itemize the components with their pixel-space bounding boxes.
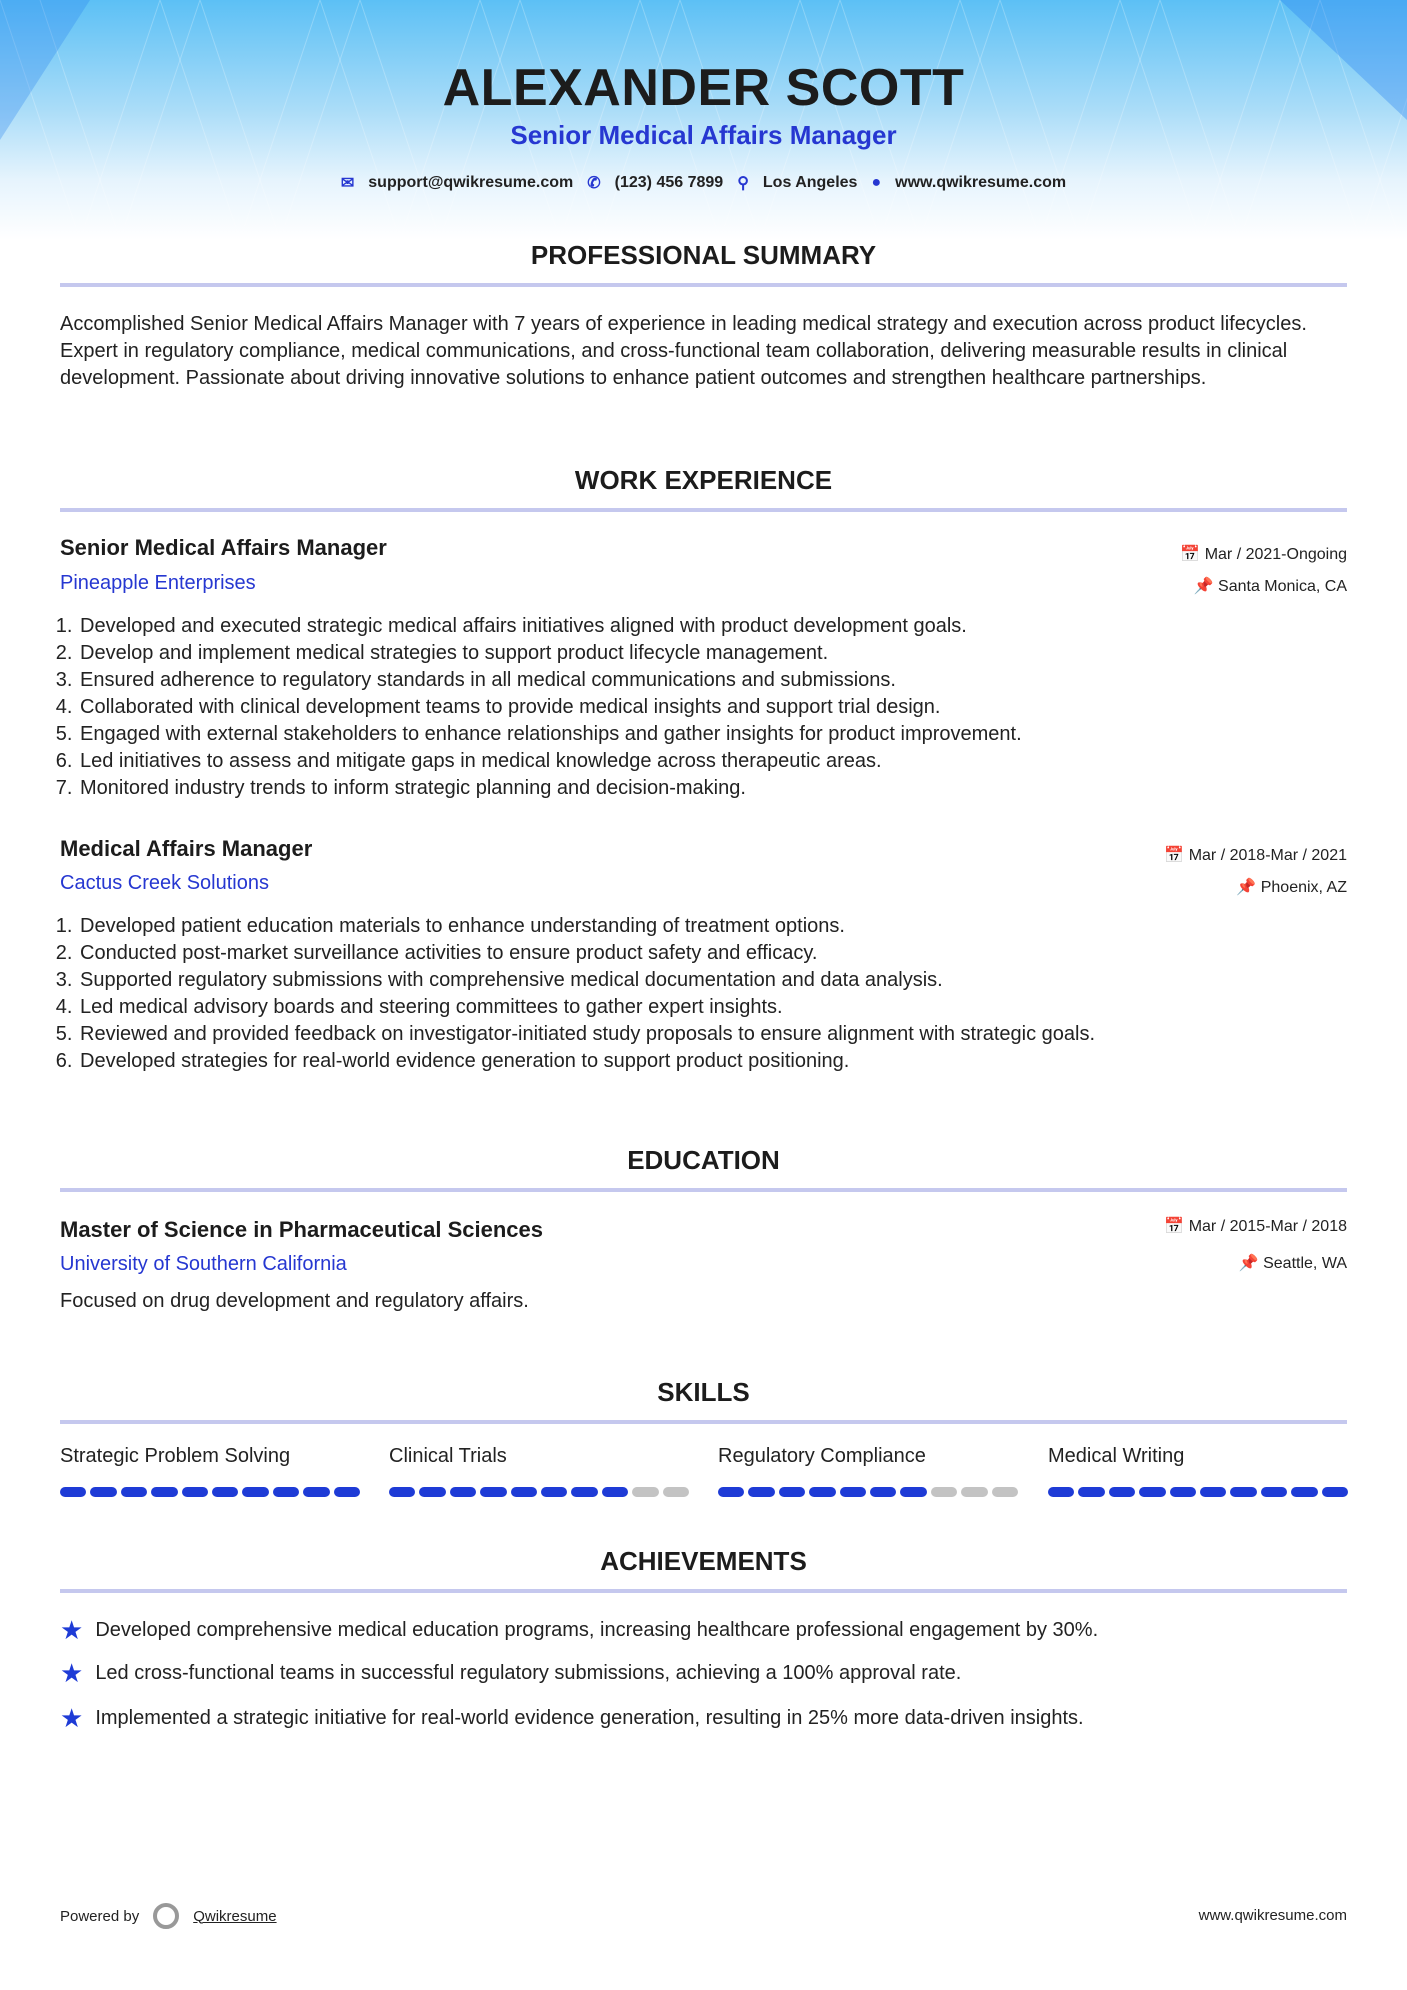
achievement-text: Developed comprehensive medical education programs, increasing healthcare professional engagement by 30%.	[95, 1619, 1099, 1641]
email[interactable]: support@qwikresume.com	[368, 174, 574, 191]
footer-brand	[60, 1903, 277, 1929]
skill-segment-filled	[1200, 1487, 1226, 1497]
bullet: 5. Reviewed and provided feedback on investigator-initiated study proposals to ensure alignment with strategic goals.	[78, 1021, 1347, 1048]
divider	[60, 1589, 1347, 1593]
calendar-icon: 📅	[1180, 546, 1205, 563]
achievements-heading: ACHIEVEMENTS	[600, 1546, 807, 1576]
skill-segment-empty	[663, 1487, 689, 1497]
phone-icon: ✆	[587, 175, 601, 192]
star-icon: ★	[60, 1703, 84, 1733]
skill-segment-filled	[151, 1487, 177, 1497]
job-location	[1194, 576, 1347, 596]
experience-heading: WORK EXPERIENCE	[574, 465, 833, 495]
skill-segment-filled	[900, 1487, 926, 1497]
location-text: Santa Monica, CA	[1218, 578, 1347, 595]
pin-icon: 📌	[1193, 578, 1219, 595]
candidate-title: Senior Medical Affairs Manager	[510, 120, 897, 150]
divider	[60, 1188, 1347, 1192]
skill-segment-filled	[419, 1487, 445, 1497]
skill-segment-filled	[541, 1487, 567, 1497]
skill-segment-filled	[1261, 1487, 1287, 1497]
skill-segment-filled	[182, 1487, 208, 1497]
skill-segment-filled	[571, 1487, 597, 1497]
edu-dates	[1164, 1216, 1347, 1236]
skill-segment-filled	[242, 1487, 268, 1497]
skill-segment-filled	[1170, 1487, 1196, 1497]
skill-segment-filled	[1230, 1487, 1256, 1497]
calendar-icon: 📅	[1164, 1218, 1189, 1235]
phone: (123) 456 7899	[614, 174, 724, 191]
skill-segment-empty	[992, 1487, 1018, 1497]
skill-segment-empty	[632, 1487, 658, 1497]
skill-segment-filled	[809, 1487, 835, 1497]
bullet: 6. Developed strategies for real-world evidence generation to support product positioning.	[78, 1048, 1347, 1075]
dates-text: Mar / 2021-Ongoing	[1204, 546, 1347, 563]
degree: Master of Science in Pharmaceutical Sciences	[60, 1217, 544, 1242]
skill-name: Strategic Problem Solving	[60, 1445, 291, 1467]
divider	[60, 1420, 1347, 1424]
skill-segment-filled	[1048, 1487, 1074, 1497]
skill-item	[1048, 1445, 1348, 1497]
achievement-text: Led cross-functional teams in successful regulatory submissions, achieving a 100% approval rate.	[95, 1662, 962, 1684]
skill-segment-filled	[748, 1487, 774, 1497]
school: University of Southern California	[60, 1253, 347, 1275]
job-title: Medical Affairs Manager	[60, 836, 313, 861]
bullet: 2. Develop and implement medical strategies to support product lifecycle management.	[78, 640, 1347, 667]
edu-location	[1239, 1253, 1347, 1273]
bullet: 5. Engaged with external stakeholders to enhance relationships and gather insights for product improvement.	[78, 721, 1347, 748]
summary-text: Accomplished Senior Medical Affairs Manager with 7 years of experience in leading medical strategy and execution across product lifecycles. Expert in regulatory compliance, medical communications, and cross-functional team collaboration, delivering measurable results in clinical development. Passionate about driving innovative solutions to enhance patient outcomes and strengthen healthcare partnerships.	[60, 313, 1307, 389]
bullet: 4. Collaborated with clinical development teams to provide medical insights and support trial design.	[78, 694, 1347, 721]
skill-segment-filled	[511, 1487, 537, 1497]
job-title: Senior Medical Affairs Manager	[60, 535, 387, 560]
website[interactable]: www.qwikresume.com	[895, 174, 1067, 191]
skill-segment-filled	[870, 1487, 896, 1497]
summary-heading: PROFESSIONAL SUMMARY	[530, 240, 877, 270]
bullet: 2. Conducted post-market surveillance activities to ensure product safety and efficacy.	[78, 940, 1347, 967]
job-dates	[1180, 544, 1347, 564]
pin-icon: 📌	[1238, 1255, 1264, 1272]
map-pin-icon: ⚲	[737, 175, 749, 192]
skill-level-bar	[389, 1487, 689, 1497]
skill-name: Regulatory Compliance	[718, 1445, 926, 1467]
company: Pineapple Enterprises	[60, 572, 256, 594]
achievement-item	[60, 1703, 1084, 1734]
skill-segment-filled	[334, 1487, 360, 1497]
pin-icon: 📌	[1236, 879, 1261, 896]
skill-level-bar	[60, 1487, 360, 1497]
company: Cactus Creek Solutions	[60, 872, 269, 894]
qwikresume-logo-icon	[153, 1903, 179, 1929]
skill-segment-filled	[212, 1487, 238, 1497]
edu-description: Focused on drug development and regulatory affairs.	[60, 1290, 529, 1312]
skill-segment-empty	[931, 1487, 957, 1497]
skill-segment-filled	[718, 1487, 744, 1497]
bullet: 3. Supported regulatory submissions with comprehensive medical documentation and data analysis.	[78, 967, 1347, 994]
skill-segment-filled	[303, 1487, 329, 1497]
skill-segment-filled	[273, 1487, 299, 1497]
skill-name: Clinical Trials	[389, 1445, 507, 1467]
skill-item	[389, 1445, 689, 1497]
bullet: 6. Led initiatives to assess and mitigate gaps in medical knowledge across therapeutic areas.	[78, 748, 1347, 775]
job-bullets	[60, 913, 1347, 1075]
bullet: 4. Led medical advisory boards and steering committees to gather expert insights.	[78, 994, 1347, 1021]
footer-website[interactable]: www.qwikresume.com	[1198, 1907, 1347, 1924]
achievement-item	[60, 1615, 1098, 1646]
divider	[60, 283, 1347, 287]
skill-segment-filled	[779, 1487, 805, 1497]
skill-level-bar	[718, 1487, 1018, 1497]
skill-segment-filled	[1109, 1487, 1135, 1497]
bullet: 7. Monitored industry trends to inform strategic planning and decision-making.	[78, 775, 1347, 802]
skill-segment-filled	[1078, 1487, 1104, 1497]
bullet: 3. Ensured adherence to regulatory standards in all medical communications and submissions.	[78, 667, 1347, 694]
location-text: Phoenix, AZ	[1260, 879, 1347, 896]
skill-segment-empty	[961, 1487, 987, 1497]
divider	[60, 508, 1347, 512]
skill-segment-filled	[60, 1487, 86, 1497]
job-bullets	[60, 613, 1347, 802]
achievement-item	[60, 1658, 961, 1689]
skill-segment-filled	[1291, 1487, 1317, 1497]
location: Los Angeles	[762, 174, 858, 191]
email-icon: ✉	[340, 175, 355, 192]
skill-segment-filled	[90, 1487, 116, 1497]
candidate-name: ALEXANDER SCOTT	[442, 59, 965, 117]
dates-text: Mar / 2018-Mar / 2021	[1188, 847, 1347, 864]
skill-name: Medical Writing	[1048, 1445, 1185, 1467]
skill-segment-filled	[840, 1487, 866, 1497]
bullet: 1. Developed patient education materials to enhance understanding of treatment options.	[78, 913, 1347, 940]
star-icon: ★	[60, 1658, 84, 1688]
job-dates	[1164, 845, 1347, 865]
skill-segment-filled	[1139, 1487, 1165, 1497]
skill-segment-filled	[450, 1487, 476, 1497]
achievement-text: Implemented a strategic initiative for real-world evidence generation, resulting in 25% more data-driven insights.	[95, 1707, 1084, 1729]
contact-bar	[0, 173, 1407, 193]
education-heading: EDUCATION	[627, 1145, 780, 1175]
powered-by-label: Powered by	[60, 1907, 140, 1925]
star-icon: ★	[60, 1615, 84, 1645]
brand-link[interactable]: Qwikresume	[193, 1907, 277, 1925]
location-text: Seattle, WA	[1263, 1255, 1347, 1272]
calendar-icon: 📅	[1164, 847, 1189, 864]
skill-item	[718, 1445, 1018, 1497]
skill-segment-filled	[389, 1487, 415, 1497]
skill-segment-filled	[480, 1487, 506, 1497]
skills-heading: SKILLS	[657, 1377, 750, 1407]
skill-item	[60, 1445, 360, 1497]
skill-segment-filled	[121, 1487, 147, 1497]
globe-icon: ●	[871, 174, 882, 191]
dates-text: Mar / 2015-Mar / 2018	[1188, 1218, 1347, 1235]
skill-segment-filled	[1322, 1487, 1348, 1497]
job-location	[1236, 877, 1347, 897]
skill-segment-filled	[602, 1487, 628, 1497]
skill-level-bar	[1048, 1487, 1348, 1497]
bullet: 1. Developed and executed strategic medical affairs initiatives aligned with product development goals.	[78, 613, 1347, 640]
